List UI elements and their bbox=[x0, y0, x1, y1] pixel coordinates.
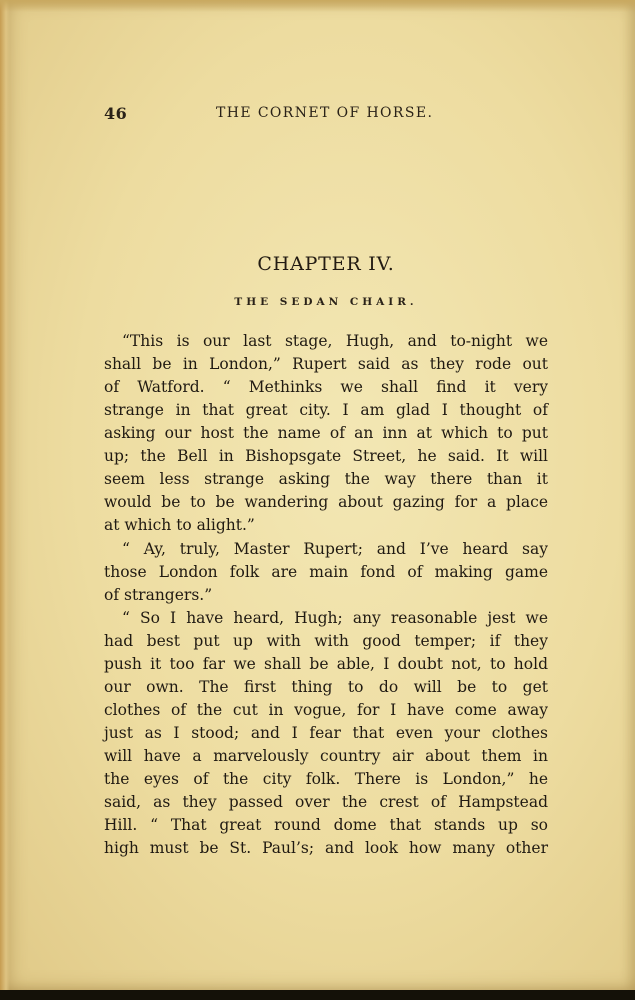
text-line: seem less strange asking the way there than it bbox=[104, 470, 548, 488]
running-header bbox=[104, 104, 548, 128]
text-line: of strangers.” bbox=[104, 586, 213, 604]
text-line: would be to be wandering about gazing for a place bbox=[104, 493, 548, 511]
text-line: strange in that great city. I am glad I thought of bbox=[104, 401, 548, 419]
text-line: the eyes of the city folk. There is London,” he bbox=[104, 770, 548, 788]
text-line: Hill. “ That great round dome that stands up so bbox=[104, 816, 548, 834]
text-line: said, as they passed over the crest of Hampstead bbox=[104, 793, 548, 811]
text-line: our own. The first thing to do will be to get bbox=[104, 678, 548, 696]
text-line: will have a marvelously country air about them in bbox=[104, 747, 548, 765]
text-line: of Watford. “ Methinks we shall find it very bbox=[104, 378, 548, 396]
page-top-edge bbox=[0, 0, 635, 12]
scan-bottom-border bbox=[0, 990, 635, 1000]
text-line: had best put up with with good temper; if they bbox=[104, 632, 548, 650]
text-line: “ So I have heard, Hugh; any reasonable jest we bbox=[122, 609, 548, 627]
text-line: up; the Bell in Bishopsgate Street, he said. It will bbox=[104, 447, 548, 465]
text-line: at which to alight.” bbox=[104, 516, 255, 534]
text-line: push it too far we shall be able, I doubt not, to hold bbox=[104, 655, 548, 673]
text-line: “ Ay, truly, Master Rupert; and I’ve heard say bbox=[122, 540, 548, 558]
text-line: asking our host the name of an inn at which to put bbox=[104, 424, 548, 442]
page-number: 46 bbox=[104, 104, 128, 123]
text-line: clothes of the cut in vogue, for I have come away bbox=[104, 701, 548, 719]
text-line: shall be in London,” Rupert said as they rode out bbox=[104, 355, 548, 373]
page-gutter-shadow bbox=[0, 0, 10, 990]
text-line: those London folk are main fond of making game bbox=[104, 563, 548, 581]
running-title: THE CORNET OF HORSE. bbox=[216, 105, 434, 121]
chapter-title: CHAPTER IV. bbox=[257, 253, 395, 275]
text-line: high must be St. Paul’s; and look how many other bbox=[104, 839, 548, 857]
chapter-subtitle: THE SEDAN CHAIR. bbox=[234, 296, 418, 308]
text-line: “This is our last stage, Hugh, and to-night we bbox=[122, 332, 548, 350]
text-line: just as I stood; and I fear that even your clothes bbox=[104, 724, 548, 742]
